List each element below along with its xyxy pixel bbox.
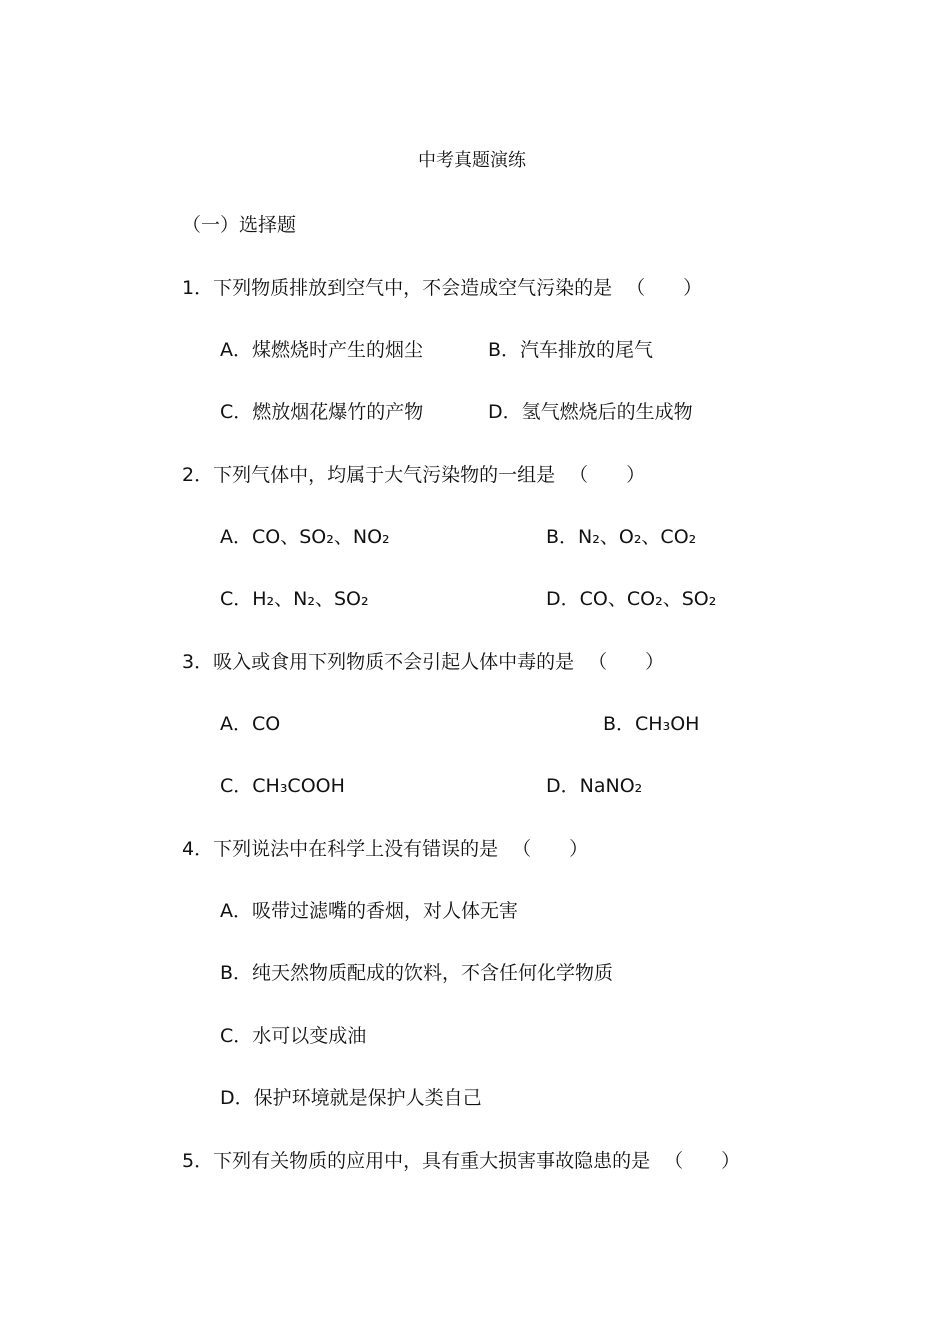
question-1-option-a: A．煤燃烧时产生的烟尘 xyxy=(220,339,423,361)
question-4-option-c: C．水可以变成油 xyxy=(220,1025,367,1047)
question-2-option-a: A．CO、SO₂、NO₂ xyxy=(220,526,390,548)
question-4-option-d: D．保护环境就是保护人类自己 xyxy=(220,1087,482,1109)
question-3-answer-blank: （ ） xyxy=(588,651,665,673)
question-2-option-d: D．CO、CO₂、SO₂ xyxy=(546,588,717,610)
question-4-option-a: A．吸带过滤嘴的香烟，对人体无害 xyxy=(220,900,518,922)
question-1 xyxy=(182,276,702,300)
question-5-answer-blank: （ ） xyxy=(664,1150,741,1172)
question-1-option-c: C．燃放烟花爆竹的产物 xyxy=(220,401,424,423)
question-3-option-a: A．CO xyxy=(220,713,281,735)
question-2 xyxy=(182,463,645,487)
question-5 xyxy=(182,1149,740,1173)
question-4-option-b: B．纯天然物质配成的饮料，不含任何化学物质 xyxy=(220,962,614,984)
question-2-option-b: B．N₂、O₂、CO₂ xyxy=(546,526,697,548)
question-3-stem: 3．吸入或食用下列物质不会引起人体中毒的是 xyxy=(182,651,575,673)
question-2-stem: 2．下列气体中，均属于大气污染物的一组是 xyxy=(182,464,556,486)
question-1-stem: 1．下列物质排放到空气中，不会造成空气污染的是 xyxy=(182,277,613,299)
question-3-option-b: B．CH₃OH xyxy=(603,713,700,735)
question-2-option-c: C．H₂、N₂、SO₂ xyxy=(220,588,369,610)
section-heading: （一）选择题 xyxy=(182,214,297,236)
page-title: 中考真题演练 xyxy=(418,150,526,171)
question-3 xyxy=(182,650,664,674)
question-4-answer-blank: （ ） xyxy=(512,838,589,860)
question-5-stem: 5．下列有关物质的应用中，具有重大损害事故隐患的是 xyxy=(182,1150,651,1172)
question-4 xyxy=(182,837,588,861)
question-1-option-b: B．汽车排放的尾气 xyxy=(488,339,654,361)
question-1-option-d: D．氢气燃烧后的生成物 xyxy=(488,401,693,423)
question-3-option-d: D．NaNO₂ xyxy=(546,775,643,797)
question-2-answer-blank: （ ） xyxy=(569,464,646,486)
question-1-answer-blank: （ ） xyxy=(626,277,703,299)
question-3-option-c: C．CH₃COOH xyxy=(220,775,345,797)
question-4-stem: 4．下列说法中在科学上没有错误的是 xyxy=(182,838,499,860)
